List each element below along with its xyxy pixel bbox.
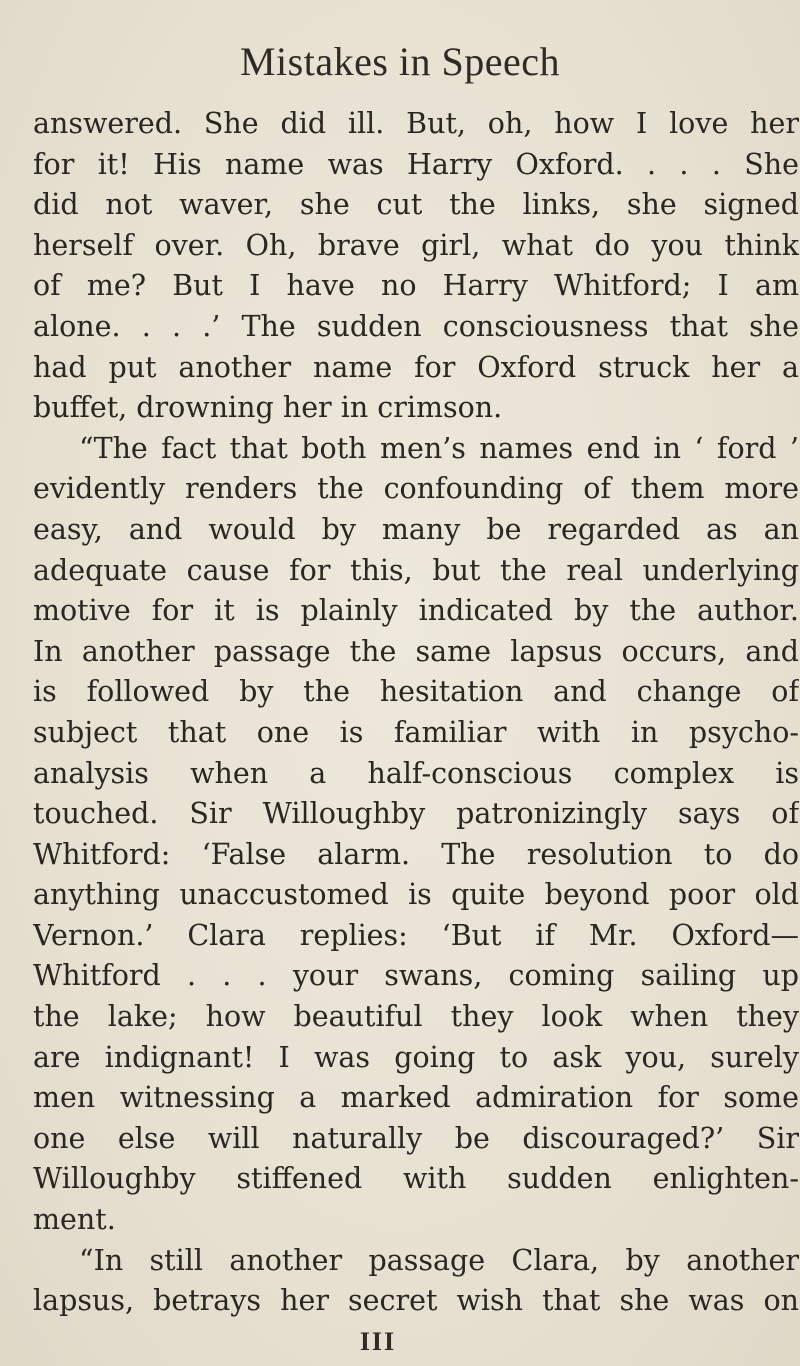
text-line: had put another name for Oxford struck her a [33, 350, 799, 384]
text-line: one else will naturally be discouraged?’ Sir [33, 1121, 799, 1155]
text-line: subject that one is familiar with in psycho- [33, 715, 799, 749]
text-line: men witnessing a marked admiration for some [33, 1081, 799, 1115]
text-line: is followed by the hesitation and change of [33, 675, 799, 709]
text-line: of me? But I have no Harry Whitford; I am [33, 269, 799, 303]
text-line: touched. Sir Willoughby patronizingly says of [33, 797, 799, 831]
body-text [33, 104, 799, 1322]
text-line: “In still another passage Clara, by another [79, 1243, 799, 1277]
text-line: anything unaccustomed is quite beyond poor old [33, 878, 799, 912]
text-line: did not waver, she cut the links, she signed [33, 188, 799, 222]
text-line: Whitford: ‘False alarm. The resolution to do [33, 837, 799, 871]
page-number: III [359, 1327, 397, 1356]
text-line: Vernon.’ Clara replies: ‘But if Mr. Oxford— [33, 918, 799, 952]
text-line: the lake; how beautiful they look when they [33, 1000, 799, 1034]
text-line: buffet, drowning her in crimson. [33, 391, 503, 425]
text-line: for it! His name was Harry Oxford. . . . She [33, 147, 799, 181]
text-line: adequate cause for this, but the real underlying [33, 553, 799, 587]
text-line: Willoughby stiffened with sudden enlighten- [33, 1162, 799, 1196]
text-line: “The fact that both men’s names end in ‘ ford ’ [79, 431, 799, 465]
text-line: motive for it is plainly indicated by the author. [33, 594, 799, 628]
text-line: Whitford . . . your swans, coming sailing up [33, 959, 799, 993]
text-line: analysis when a half-conscious complex is [33, 756, 799, 790]
text-line: are indignant! I was going to ask you, surely [33, 1040, 799, 1074]
text-line: alone. . . .’ The sudden consciousness that she [33, 309, 799, 343]
text-line: herself over. Oh, brave girl, what do you think [33, 228, 799, 262]
running-head: Mistakes in Speech [239, 39, 561, 84]
text-line: evidently renders the confounding of them more [33, 472, 799, 506]
text-line: answered. She did ill. But, oh, how I love her [33, 107, 799, 140]
text-line: ment. [33, 1203, 116, 1237]
text-line: easy, and would by many be regarded as an [33, 512, 799, 546]
text-line: In another passage the same lapsus occurs, and [33, 634, 799, 668]
text-line: lapsus, betrays her secret wish that she was on [33, 1284, 799, 1318]
